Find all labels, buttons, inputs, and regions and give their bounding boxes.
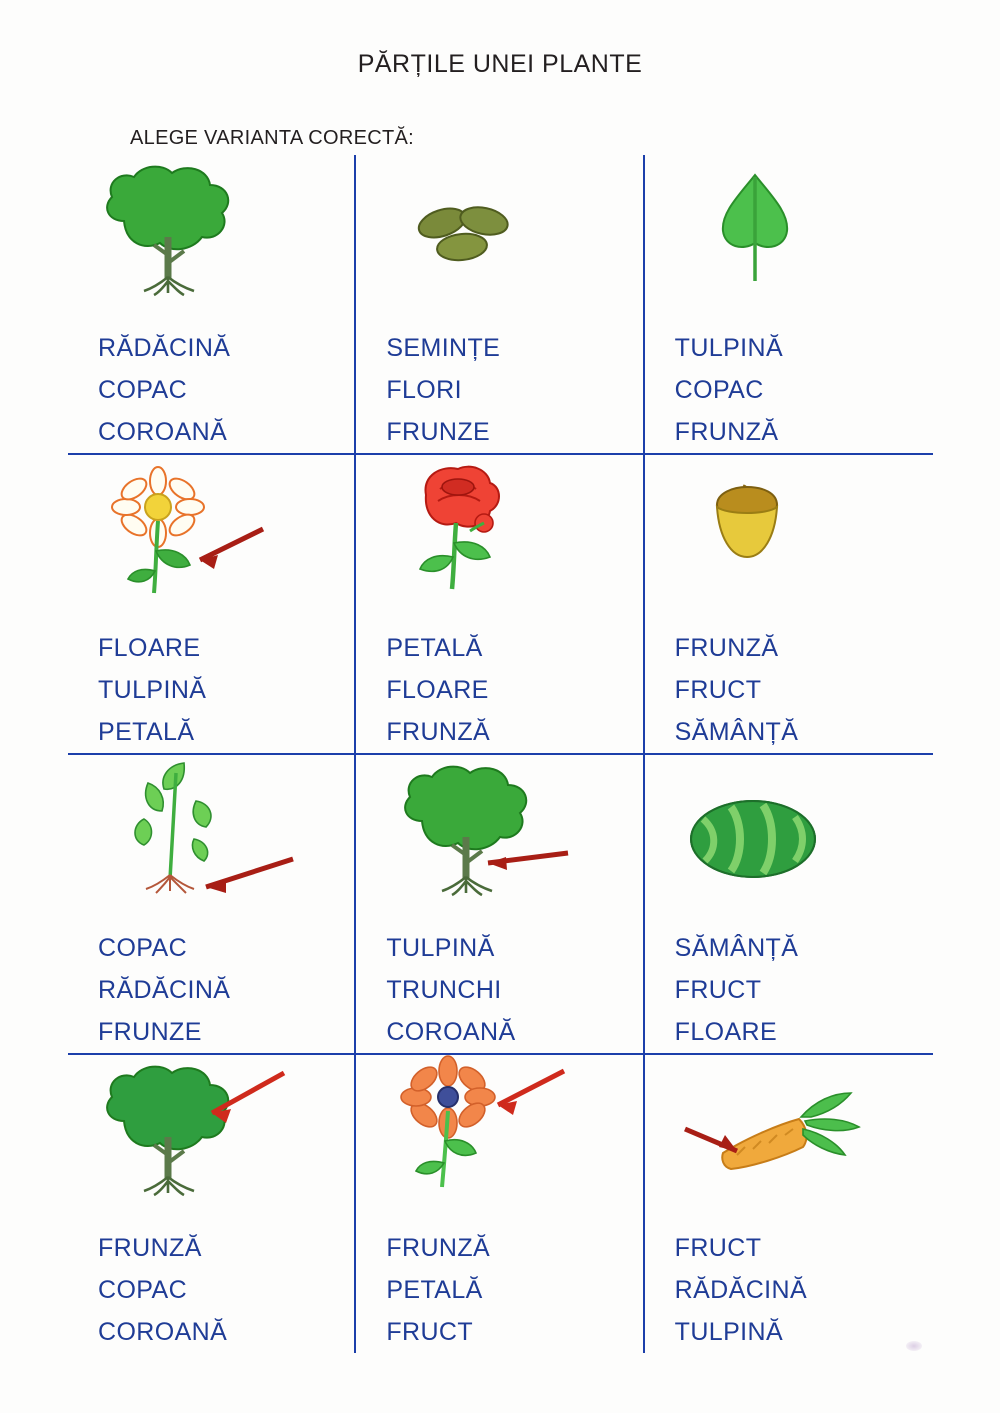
illustration-tree-crown — [68, 1055, 354, 1223]
option-list[interactable] — [645, 623, 933, 753]
instruction-text: ALEGE VARIANTA CORECTĂ: — [130, 127, 414, 149]
illustration-seedling-roots — [68, 755, 354, 923]
option-list[interactable] — [645, 923, 933, 1053]
option-item[interactable]: RĂDĂCINĂ — [98, 976, 231, 1004]
illustration-daisy-flower — [68, 455, 354, 623]
option-item[interactable]: PETALĂ — [98, 718, 195, 746]
option-list[interactable] — [68, 923, 354, 1053]
pointer-arrow — [200, 529, 263, 569]
option-item[interactable]: RĂDĂCINĂ — [674, 1276, 808, 1304]
pointer-arrow — [206, 859, 293, 893]
paper-smudge — [906, 1341, 922, 1351]
option-item[interactable]: FRUCT — [674, 976, 762, 1004]
exercise-cell-6[interactable] — [645, 455, 933, 755]
exercise-cell-5[interactable] — [356, 455, 644, 755]
exercise-cell-1[interactable] — [68, 155, 356, 455]
option-list[interactable] — [645, 323, 933, 453]
option-item[interactable]: RĂDĂCINĂ — [98, 334, 231, 362]
exercise-cell-8[interactable] — [356, 755, 644, 1055]
option-item[interactable]: FRUNZĂ — [386, 718, 491, 746]
option-item[interactable]: COROANĂ — [386, 1018, 516, 1046]
option-item[interactable]: COPAC — [98, 1276, 188, 1304]
option-list[interactable] — [68, 1223, 354, 1353]
pointer-arrow — [685, 1129, 737, 1151]
option-item[interactable]: TULPINĂ — [674, 334, 784, 362]
option-list[interactable] — [356, 1223, 642, 1353]
option-item[interactable]: PETALĂ — [386, 634, 483, 662]
exercise-cell-2[interactable] — [356, 155, 644, 455]
option-item[interactable]: FLORI — [386, 376, 462, 404]
exercise-cell-12[interactable] — [645, 1055, 933, 1353]
exercise-cell-7[interactable] — [68, 755, 356, 1055]
option-item[interactable]: COROANĂ — [98, 1318, 228, 1346]
option-item[interactable]: FRUCT — [386, 1318, 474, 1346]
illustration-watermelon — [645, 755, 933, 923]
option-item[interactable]: FRUNZĂ — [674, 634, 779, 662]
option-list[interactable] — [356, 923, 642, 1053]
option-item[interactable]: FRUNZĂ — [386, 1234, 491, 1262]
option-item[interactable]: FRUNZĂ — [674, 418, 779, 446]
exercise-cell-10[interactable] — [68, 1055, 356, 1353]
illustration-red-rose — [356, 455, 642, 623]
option-item[interactable]: TRUNCHI — [386, 976, 502, 1004]
option-item[interactable]: PETALĂ — [386, 1276, 483, 1304]
option-item[interactable]: FRUNZĂ — [98, 1234, 202, 1262]
option-list[interactable] — [356, 323, 642, 453]
pointer-arrow — [488, 853, 568, 870]
option-item[interactable]: SĂMÂNȚĂ — [674, 718, 799, 746]
option-item[interactable]: FLOARE — [674, 1018, 778, 1046]
option-item[interactable]: FRUCT — [674, 676, 762, 704]
option-item[interactable]: FRUNZE — [98, 1018, 202, 1046]
page-title: PĂRȚILE UNEI PLANTE — [357, 50, 643, 78]
option-list[interactable] — [68, 323, 354, 453]
illustration-seeds — [356, 155, 642, 323]
option-item[interactable]: COROANĂ — [98, 418, 228, 446]
illustration-orange-flower — [356, 1055, 642, 1223]
option-item[interactable]: SEMINȚE — [386, 334, 501, 362]
illustration-leaf — [645, 155, 933, 323]
exercise-cell-3[interactable] — [645, 155, 933, 455]
option-item[interactable]: TULPINĂ — [674, 1318, 784, 1346]
option-item[interactable]: FLOARE — [98, 634, 201, 662]
option-item[interactable]: COPAC — [98, 376, 188, 404]
option-item[interactable]: COPAC — [98, 934, 188, 962]
option-item[interactable]: TULPINĂ — [98, 676, 207, 704]
option-item[interactable]: FLOARE — [386, 676, 489, 704]
exercise-cell-11[interactable] — [356, 1055, 644, 1353]
illustration-tree-full — [68, 155, 354, 323]
option-list[interactable] — [356, 623, 642, 753]
illustration-carrot — [645, 1055, 933, 1223]
illustration-acorn — [645, 455, 933, 623]
exercise-grid — [68, 155, 933, 1350]
option-item[interactable]: SĂMÂNȚĂ — [674, 934, 799, 962]
option-item[interactable]: FRUNZE — [386, 418, 491, 446]
exercise-cell-4[interactable] — [68, 455, 356, 755]
exercise-cell-9[interactable] — [645, 755, 933, 1055]
option-item[interactable]: COPAC — [674, 376, 764, 404]
illustration-tree-trunk — [356, 755, 642, 923]
pointer-arrow — [498, 1071, 564, 1115]
option-item[interactable]: TULPINĂ — [386, 934, 495, 962]
option-list[interactable] — [645, 1223, 933, 1353]
option-list[interactable] — [68, 623, 354, 753]
option-item[interactable]: FRUCT — [674, 1234, 762, 1262]
